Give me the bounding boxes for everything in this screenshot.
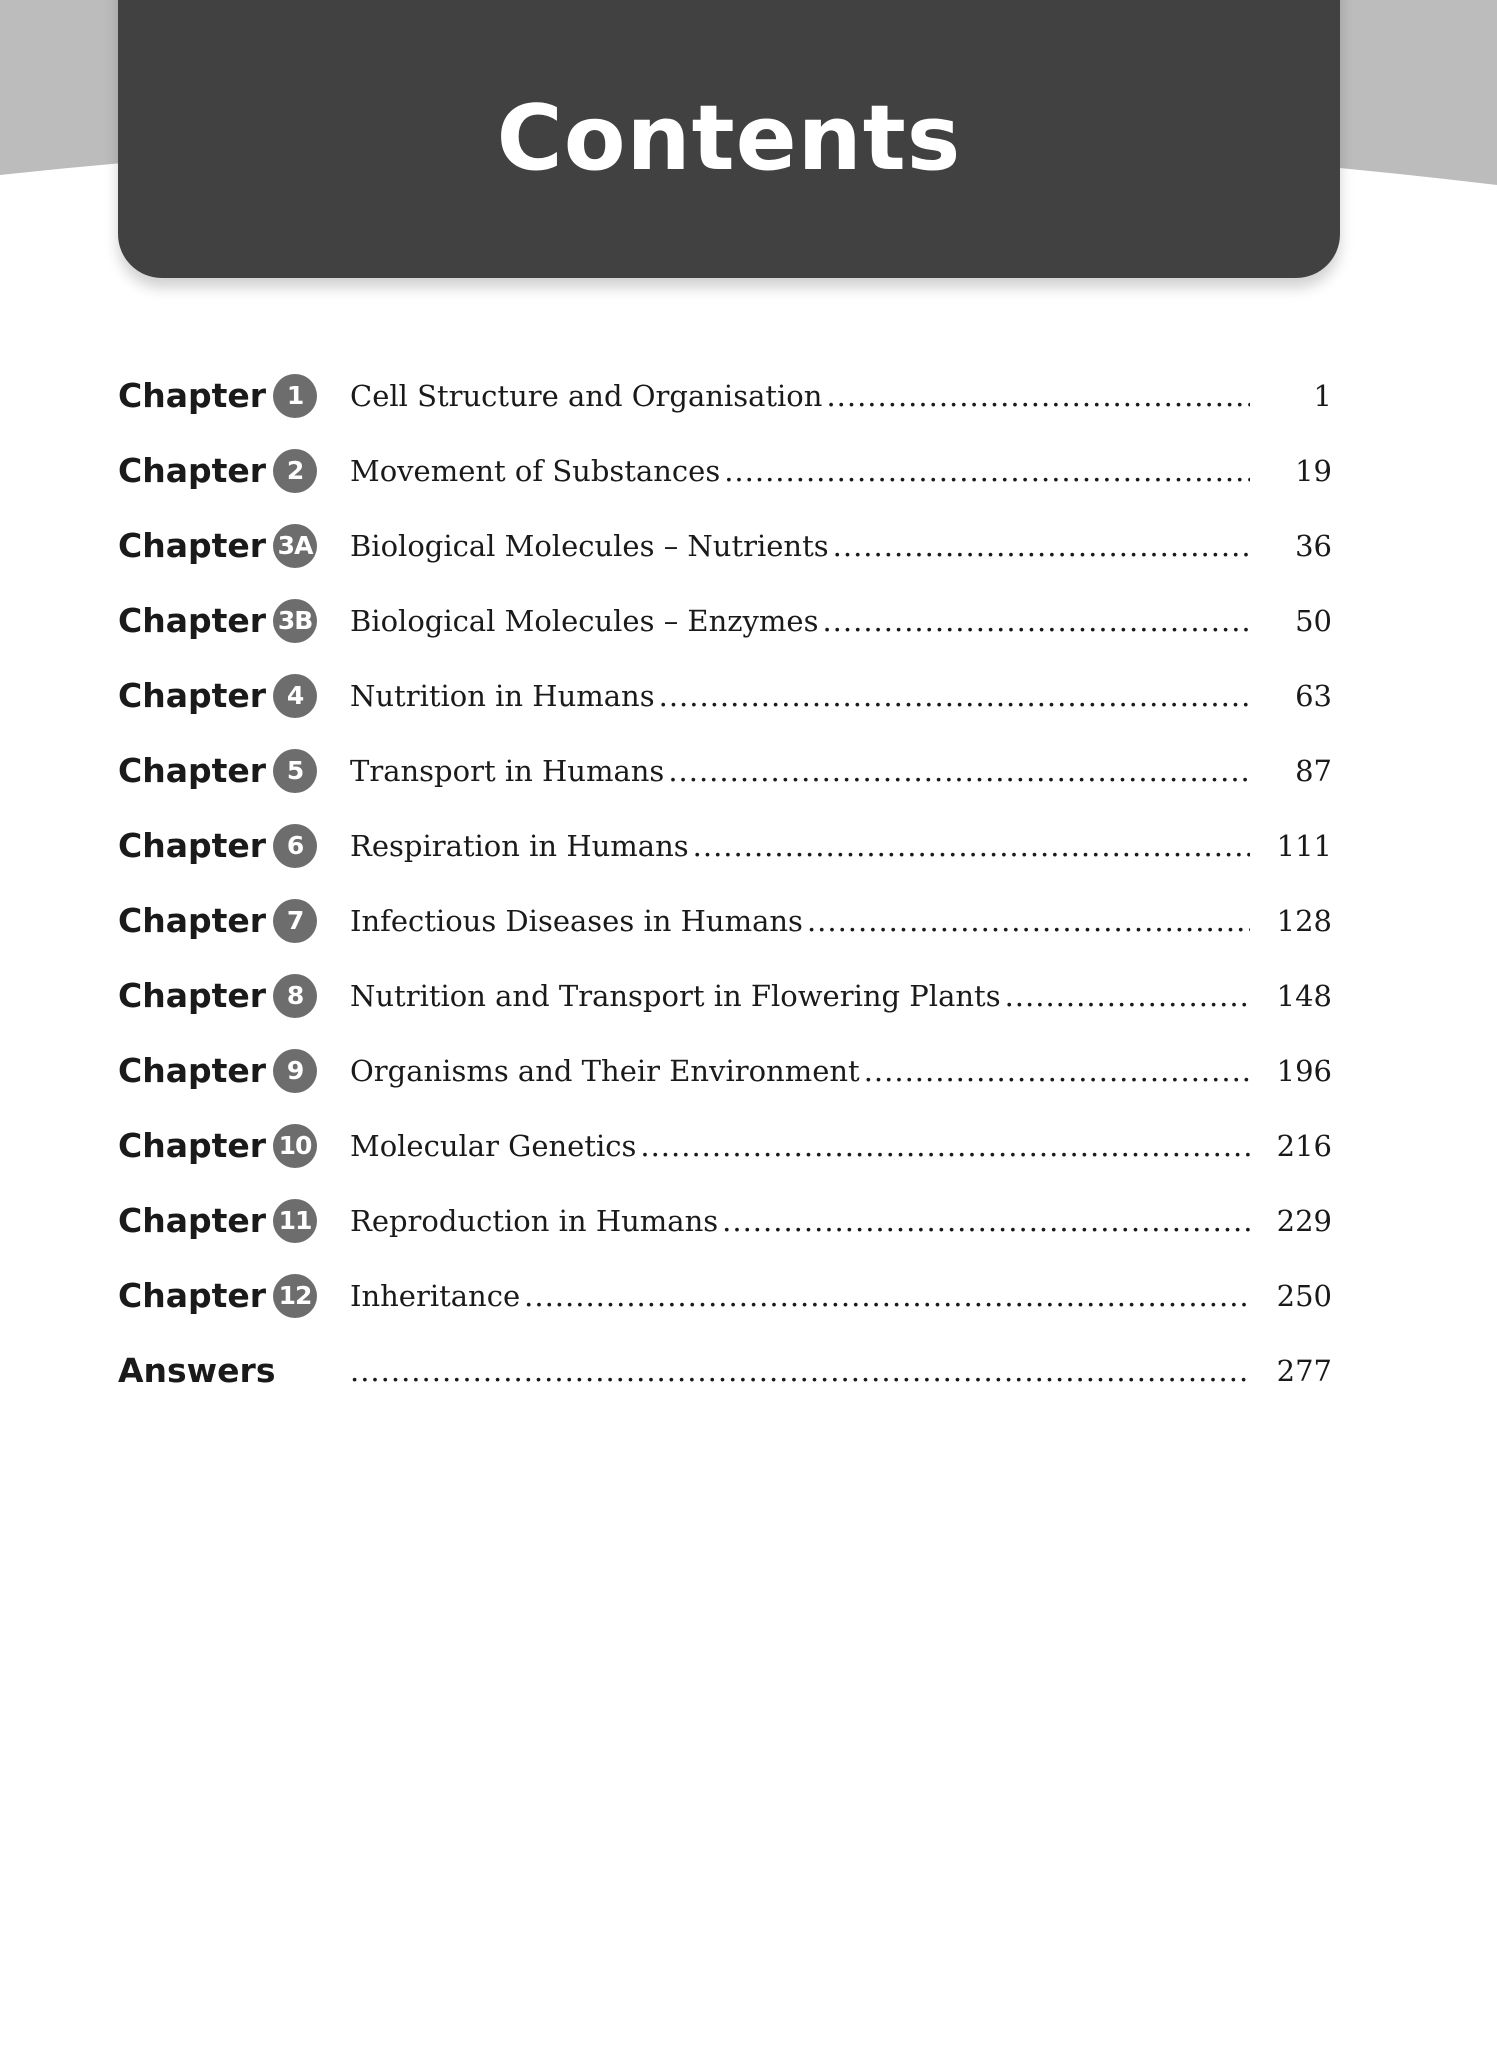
chapter-label <box>118 749 348 793</box>
entry-title: Biological Molecules – Nutrients <box>350 528 829 563</box>
dot-leader <box>668 754 1250 788</box>
chapter-number-badge: 8 <box>273 974 317 1018</box>
page-number: 87 <box>1295 753 1332 788</box>
chapter-word: Chapter <box>118 1126 267 1165</box>
chapter-label <box>118 1124 348 1168</box>
toc-entry[interactable] <box>350 454 1250 488</box>
chapter-label <box>118 1049 348 1093</box>
toc-row-answers[interactable] <box>118 1333 1338 1408</box>
chapter-number-badge: 4 <box>273 674 317 718</box>
dot-leader <box>864 1054 1250 1088</box>
chapter-number-badge: 10 <box>273 1124 317 1168</box>
dot-leader <box>807 904 1250 938</box>
dot-leader <box>724 454 1250 488</box>
toc-row[interactable] <box>118 883 1338 958</box>
chapter-label <box>118 524 348 568</box>
chapter-label <box>118 674 348 718</box>
chapter-word: Chapter <box>118 601 267 640</box>
entry-title: Organisms and Their Environment <box>350 1053 860 1088</box>
chapter-label <box>118 974 348 1018</box>
page-number: 63 <box>1295 678 1332 713</box>
page-number: 19 <box>1295 453 1332 488</box>
chapter-word: Chapter <box>118 1276 267 1315</box>
dot-leader <box>1005 979 1250 1013</box>
chapter-word: Chapter <box>118 376 267 415</box>
toc-row[interactable] <box>118 583 1338 658</box>
dot-leader <box>822 604 1250 638</box>
chapter-word: Chapter <box>118 526 267 565</box>
table-of-contents <box>118 358 1338 1408</box>
chapter-word: Chapter <box>118 976 267 1015</box>
chapter-label <box>118 374 348 418</box>
toc-entry[interactable] <box>350 1279 1250 1313</box>
answers-word: Answers <box>118 1351 276 1390</box>
chapter-label <box>118 599 348 643</box>
page-number: 1 <box>1313 378 1332 413</box>
toc-row[interactable] <box>118 508 1338 583</box>
toc-entry[interactable] <box>350 754 1250 788</box>
chapter-number-badge: 2 <box>273 449 317 493</box>
toc-entry[interactable] <box>350 904 1250 938</box>
dot-leader <box>350 1354 1250 1388</box>
page-title: Contents <box>496 86 962 191</box>
chapter-number-badge: 11 <box>273 1199 317 1243</box>
entry-title: Nutrition and Transport in Flowering Plants <box>350 978 1001 1013</box>
page-number: 229 <box>1276 1203 1332 1238</box>
toc-entry[interactable] <box>350 529 1250 563</box>
toc-entry[interactable] <box>350 679 1250 713</box>
page-number: 216 <box>1276 1128 1332 1163</box>
chapter-number-badge: 3A <box>273 524 317 568</box>
toc-row[interactable] <box>118 733 1338 808</box>
page-number: 250 <box>1276 1278 1332 1313</box>
entry-title: Transport in Humans <box>350 753 665 788</box>
dot-leader <box>826 379 1250 413</box>
entry-title: Movement of Substances <box>350 453 721 488</box>
chapter-label <box>118 899 348 943</box>
entry-title: Cell Structure and Organisation <box>350 378 823 413</box>
dot-leader <box>640 1129 1250 1163</box>
page-number: 111 <box>1276 828 1332 863</box>
chapter-number-badge: 7 <box>273 899 317 943</box>
chapter-word: Chapter <box>118 451 267 490</box>
entry-title: Infectious Diseases in Humans <box>350 903 803 938</box>
page-number: 277 <box>1276 1353 1332 1388</box>
toc-entry[interactable] <box>350 1054 1250 1088</box>
toc-row[interactable] <box>118 658 1338 733</box>
dot-leader <box>693 829 1250 863</box>
chapter-number-badge: 1 <box>273 374 317 418</box>
toc-entry[interactable] <box>350 379 1250 413</box>
page-number: 128 <box>1276 903 1332 938</box>
toc-entry[interactable] <box>350 829 1250 863</box>
toc-row[interactable] <box>118 1033 1338 1108</box>
chapter-number-badge: 12 <box>273 1274 317 1318</box>
page-number: 148 <box>1276 978 1332 1013</box>
chapter-word: Chapter <box>118 1051 267 1090</box>
entry-title: Reproduction in Humans <box>350 1203 719 1238</box>
toc-entry[interactable] <box>350 604 1250 638</box>
dot-leader <box>659 679 1250 713</box>
toc-entry[interactable] <box>350 979 1250 1013</box>
header-banner <box>118 0 1340 278</box>
toc-row[interactable] <box>118 1183 1338 1258</box>
dot-leader <box>833 529 1250 563</box>
page-number: 50 <box>1295 603 1332 638</box>
dot-leader <box>524 1279 1250 1313</box>
chapter-word: Chapter <box>118 1201 267 1240</box>
chapter-number-badge: 6 <box>273 824 317 868</box>
entry-title: Inheritance <box>350 1278 521 1313</box>
toc-row[interactable] <box>118 808 1338 883</box>
toc-row[interactable] <box>118 1258 1338 1333</box>
toc-entry[interactable] <box>350 1354 1250 1388</box>
chapter-word: Chapter <box>118 901 267 940</box>
chapter-number-badge: 3B <box>273 599 317 643</box>
chapter-number-badge: 5 <box>273 749 317 793</box>
dot-leader <box>722 1204 1250 1238</box>
entry-title: Respiration in Humans <box>350 828 689 863</box>
entry-title: Molecular Genetics <box>350 1128 637 1163</box>
toc-row[interactable] <box>118 358 1338 433</box>
chapter-word: Chapter <box>118 676 267 715</box>
chapter-word: Chapter <box>118 826 267 865</box>
chapter-label <box>118 449 348 493</box>
page-number: 196 <box>1276 1053 1332 1088</box>
toc-row[interactable] <box>118 433 1338 508</box>
page-number: 36 <box>1295 528 1332 563</box>
chapter-label <box>118 824 348 868</box>
chapter-label <box>118 1274 348 1318</box>
entry-title: Nutrition in Humans <box>350 678 655 713</box>
toc-row[interactable] <box>118 958 1338 1033</box>
chapter-number-badge: 9 <box>273 1049 317 1093</box>
toc-row[interactable] <box>118 1108 1338 1183</box>
chapter-label <box>118 1199 348 1243</box>
toc-entry[interactable] <box>350 1204 1250 1238</box>
toc-entry[interactable] <box>350 1129 1250 1163</box>
answers-label <box>118 1351 348 1390</box>
chapter-word: Chapter <box>118 751 267 790</box>
entry-title: Biological Molecules – Enzymes <box>350 603 819 638</box>
